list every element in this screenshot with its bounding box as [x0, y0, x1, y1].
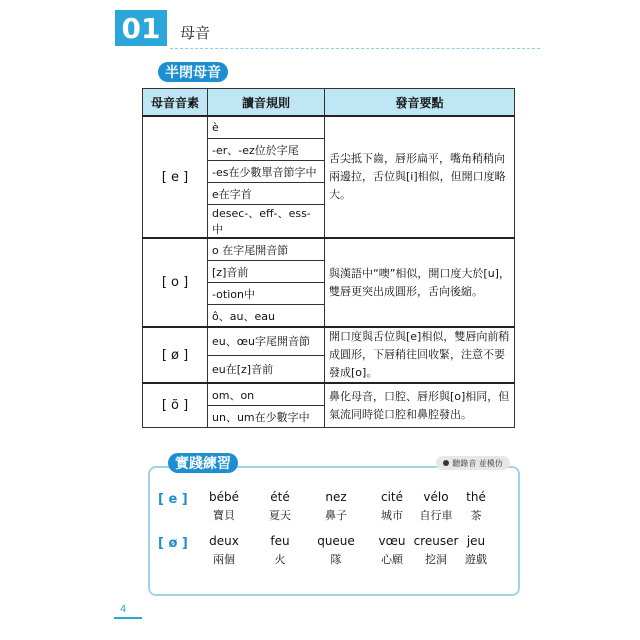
rule-cell: ô、au、eau: [208, 305, 325, 328]
chinese-gloss: 茶: [470, 509, 482, 522]
chinese-gloss: 夏天: [269, 509, 291, 522]
chinese-gloss: 鼻子: [325, 509, 347, 522]
practice-word: [254, 534, 306, 567]
table-row: [143, 238, 515, 261]
practice-word: [310, 490, 362, 523]
pronunciation-note: 鼻化母音，口腔、唇形與[o]相同，但氣流同時從口腔和鼻腔發出。: [325, 383, 515, 428]
audio-icon: [443, 460, 449, 466]
french-word: bébé: [209, 490, 239, 504]
chinese-gloss: 自行車: [419, 509, 453, 522]
audio-label: 聽錄音 並模仿: [452, 458, 503, 468]
chinese-gloss: 火: [274, 553, 286, 566]
rule-cell: o 在字尾開音節: [208, 238, 325, 261]
pronunciation-note: 開口度與舌位與[e]相似，雙唇向前稍成圓形，下唇稍往回收緊，注意不要發成[o]。: [325, 327, 515, 383]
table-row: [143, 327, 515, 355]
practice-word: [254, 490, 306, 523]
chinese-gloss: 心願: [381, 553, 403, 566]
phoneme-symbol: [ õ ]: [143, 383, 208, 428]
rule-cell: eu在[z]音前: [208, 355, 325, 383]
chinese-gloss: 寶貝: [213, 509, 235, 522]
rule-cell: [z]音前: [208, 261, 325, 283]
french-word: cité: [380, 490, 404, 504]
title-divider: [170, 48, 540, 49]
practice-word: [450, 490, 502, 523]
table-row: [143, 383, 515, 406]
page-number-rule: [114, 617, 142, 619]
table-header-row: [143, 89, 515, 117]
pronunciation-note: 舌尖抵下齒，唇形扁平，嘴角稍稍向兩邊拉，舌位與[i]相似，但開口度略大。: [325, 116, 515, 238]
header-point: 發音要點: [325, 89, 515, 117]
french-word: jeu: [466, 534, 486, 548]
french-word: thé: [466, 490, 486, 504]
practice-symbol: [ e ]: [158, 492, 188, 507]
phoneme-symbol: [ ø ]: [143, 327, 208, 383]
practice-word: [310, 534, 362, 567]
rule-cell: om、on: [208, 383, 325, 406]
table-row: [143, 116, 515, 139]
practice-row-o-slash: [158, 534, 508, 570]
phoneme-symbol: [ o ]: [143, 238, 208, 327]
pronunciation-note: 與漢語中“噢”相似，開口度大於[u]，雙唇更突出成圓形，舌向後縮。: [325, 238, 515, 327]
rule-cell: -er、-ez位於字尾: [208, 139, 325, 161]
practice-row-e: [158, 490, 508, 526]
chinese-gloss: 兩個: [213, 553, 235, 566]
french-word: vélo: [423, 490, 449, 504]
rule-cell: -es在少數單音節字中: [208, 161, 325, 183]
practice-word: [450, 534, 502, 567]
header-phoneme: 母音音素: [143, 89, 208, 117]
french-word: nez: [325, 490, 347, 504]
vowel-rules-table: [142, 88, 515, 428]
rule-cell: e在字首: [208, 183, 325, 205]
chapter-title: 母音: [180, 24, 211, 42]
practice-panel: [148, 466, 520, 596]
header-rule: 讀音規則: [208, 89, 325, 117]
french-word: deux: [209, 534, 239, 548]
rule-cell: eu、œu字尾開音節: [208, 327, 325, 355]
practice-symbol: [ ø ]: [158, 536, 188, 551]
practice-title: 實踐練習: [168, 453, 238, 473]
rule-cell: un、um在少數字中: [208, 406, 325, 428]
chinese-gloss: 隊: [330, 553, 342, 566]
french-word: queue: [317, 534, 355, 548]
rule-cell: è: [208, 116, 325, 139]
french-word: été: [270, 490, 290, 504]
french-word: vœu: [378, 534, 406, 548]
chinese-gloss: 城市: [381, 509, 403, 522]
audio-instruction[interactable]: [436, 456, 510, 470]
section-title: 半閉母音: [158, 62, 228, 82]
phoneme-symbol: [ e ]: [143, 116, 208, 238]
chapter-number: 01: [115, 10, 167, 46]
rule-cell: desec-、eff-、ess-中: [208, 205, 325, 239]
practice-word: [198, 490, 250, 523]
french-word: feu: [270, 534, 290, 548]
chinese-gloss: 遊戲: [465, 553, 487, 566]
chinese-gloss: 挖洞: [425, 553, 447, 566]
french-word: creuser: [413, 534, 459, 548]
rule-cell: -otion中: [208, 283, 325, 305]
practice-word: [198, 534, 250, 567]
page-number: 4: [120, 604, 127, 615]
